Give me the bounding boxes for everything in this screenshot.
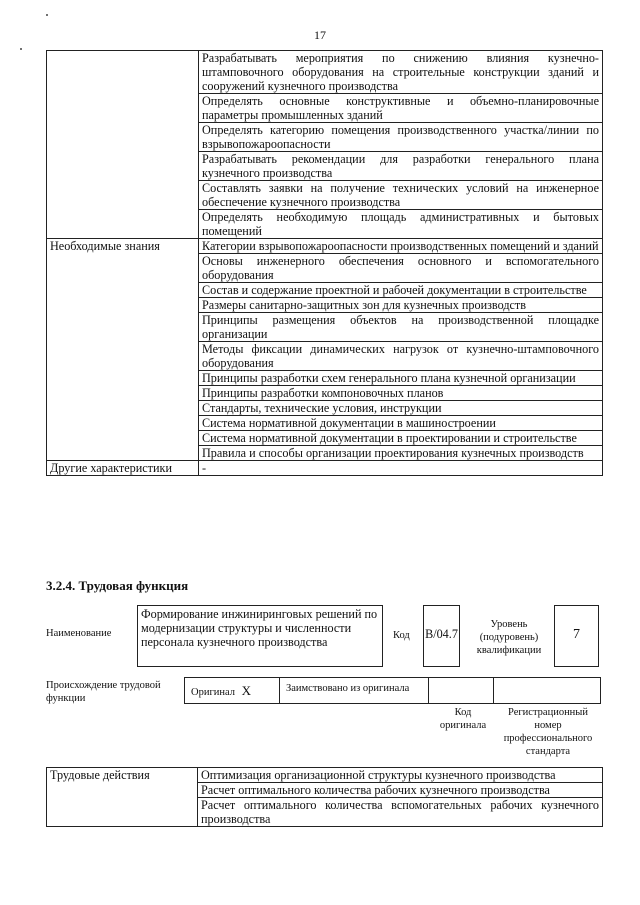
origin-cell-original [184, 677, 280, 704]
scan-speck [20, 48, 22, 50]
origin-label: Происхождение трудовой функции [46, 680, 161, 704]
list-item: Система нормативной документации в машиностроении [199, 416, 603, 431]
list-item: Определять необходимую площадь административных и бытовых помещений [199, 210, 603, 239]
list-item: Расчет оптимального количества вспомогательных рабочих кузнечного производства [198, 798, 603, 827]
origin-reg-cell [493, 677, 601, 704]
function-code: В/04.7 [425, 627, 458, 641]
row-label: Другие характеристики [47, 461, 199, 476]
list-item: Разрабатывать рекомендации для разработки генерального плана кузнечного производства [199, 152, 603, 181]
code-label: Код [393, 630, 410, 641]
list-item: Стандарты, технические условия, инструкции [199, 401, 603, 416]
list-item: Правила и способы организации проектирования кузнечных производств [199, 446, 603, 461]
function-name-box [137, 605, 383, 667]
list-item: Состав и содержание проектной и рабочей документации в строительстве [199, 283, 603, 298]
level-label: Уровень (подуровень) квалификации [476, 619, 542, 656]
row-label: Необходимые знания [47, 239, 199, 461]
skills-knowledge-table [46, 50, 603, 476]
table-row [47, 768, 603, 783]
origin-cell-borrowed [279, 677, 429, 704]
list-item: Составлять заявки на получение технических условий на инженерное обеспечение кузнечного производства [199, 181, 603, 210]
list-item: Разрабатывать мероприятия по снижению влияния кузнечно-штамповочного оборудования на строительные конструкции зданий и сооружений кузнечного производства [199, 51, 603, 94]
borrowed-label: Заимствовано из оригинала [286, 683, 410, 694]
list-item: Принципы разработки схем генерального плана кузнечной организации [199, 371, 603, 386]
row-label [47, 51, 199, 239]
list-item: Оптимизация организационной структуры кузнечного производства [198, 768, 603, 783]
level-box [554, 605, 599, 667]
origin-reg-caption: Регистрационный номер профессионального стандарта [503, 707, 593, 757]
table-row [47, 461, 603, 476]
function-code-box [423, 605, 460, 667]
labor-actions-table [46, 767, 603, 827]
list-item: Методы фиксации динамических нагрузок от кузнечно-штамповочного оборудования [199, 342, 603, 371]
function-name: Формирование инжиниринговых решений по модернизации структуры и численности персонала кузнечного производства [141, 607, 378, 649]
page-number: 17 [314, 28, 326, 42]
list-item: Система нормативной документации в проектировании и строительстве [199, 431, 603, 446]
original-mark: X [241, 683, 252, 698]
scan-speck [46, 14, 48, 16]
list-item: Определять категорию помещения производственного участка/линии по взрывопожароопасности [199, 123, 603, 152]
name-label: Наименование [46, 628, 112, 639]
row-label: Трудовые действия [47, 768, 198, 827]
list-item: Принципы разработки компоновочных планов [199, 386, 603, 401]
origin-code-cell [428, 677, 494, 704]
list-item: Категории взрывопожароопасности производственных помещений и зданий [199, 239, 603, 254]
section-heading: 3.2.4. Трудовая функция [46, 578, 189, 593]
list-item: Основы инженерного обеспечения основного и вспомогательного оборудования [199, 254, 603, 283]
table-row [47, 51, 603, 94]
table-row [47, 239, 603, 254]
original-label: Оригинал [191, 687, 235, 698]
list-item: Размеры санитарно-защитных зон для кузнечных производств [199, 298, 603, 313]
level-value: 7 [573, 627, 580, 642]
list-item: Определять основные конструктивные и объемно-планировочные параметры промышленных зданий [199, 94, 603, 123]
list-item: Принципы размещения объектов на производственной площадке организации [199, 313, 603, 342]
list-item: - [199, 461, 603, 476]
list-item: Расчет оптимального количества рабочих кузнечного производства [198, 783, 603, 798]
origin-code-caption: Код оригинала [439, 707, 487, 731]
